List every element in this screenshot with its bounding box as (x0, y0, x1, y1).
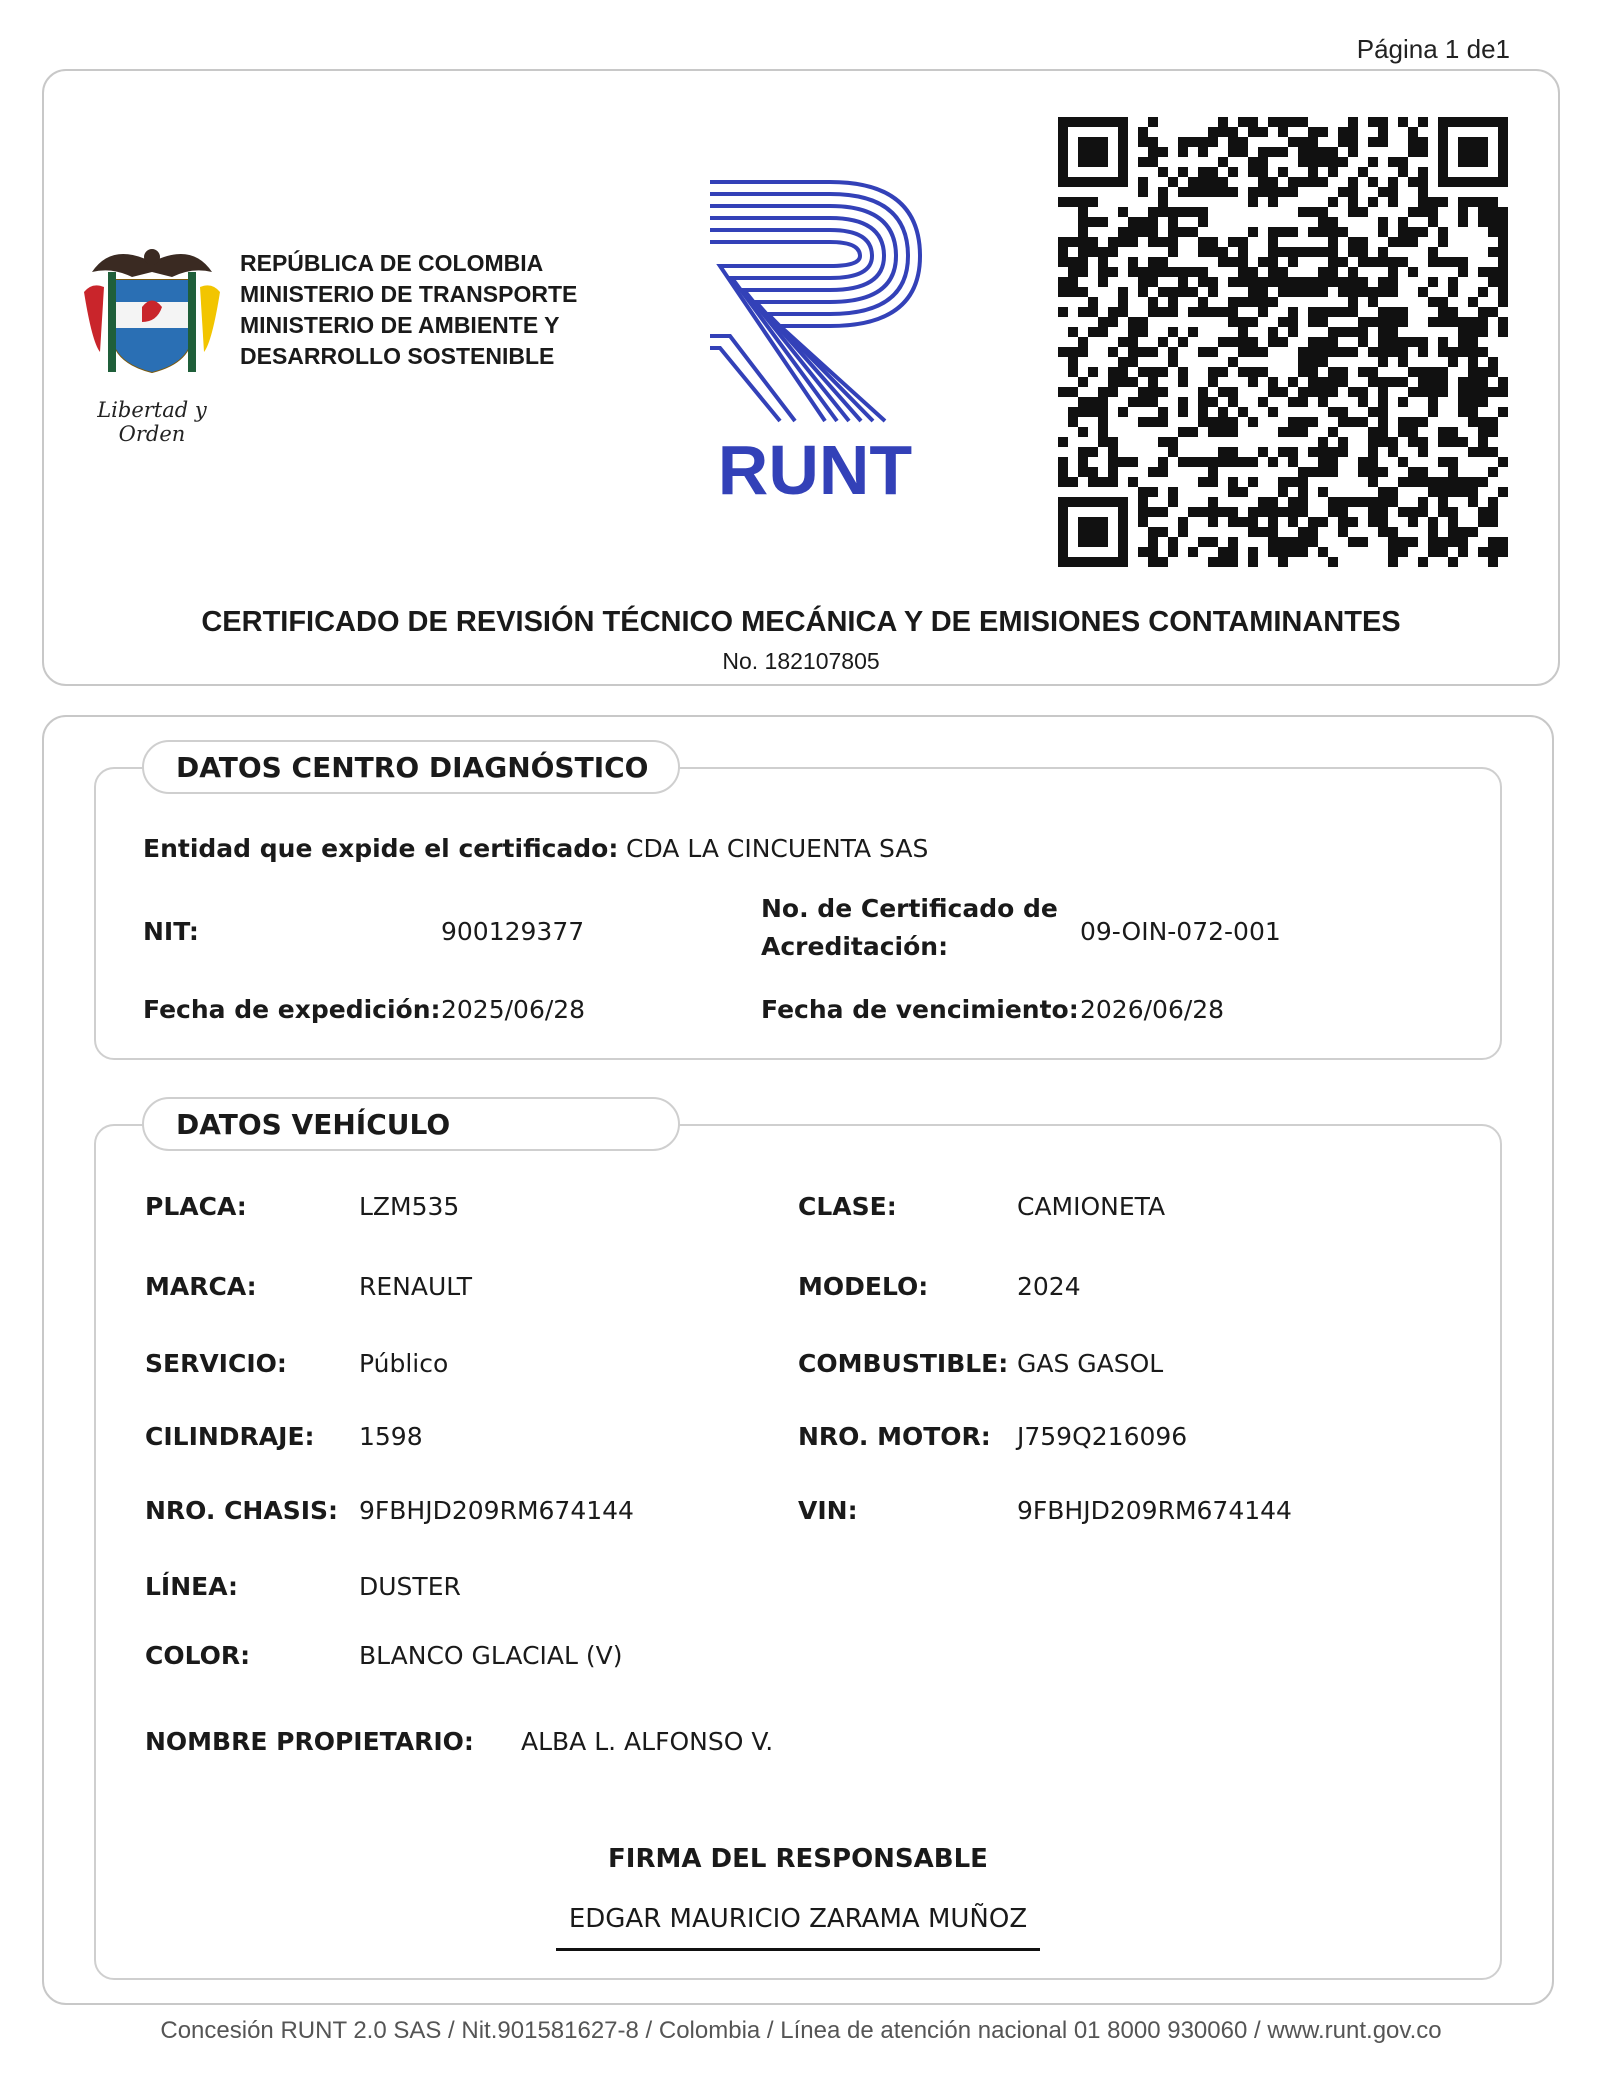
owner-value: ALBA L. ALFONSO V. (521, 1727, 774, 1756)
vehicle-tab (142, 1097, 680, 1151)
expiry-date-value: 2026/06/28 (1080, 995, 1225, 1024)
coat-of-arms-emblem (72, 232, 232, 446)
chasis-label: NRO. CHASIS: (145, 1496, 339, 1525)
ministry-line: REPÚBLICA DE COLOMBIA (240, 250, 544, 276)
entity-value: CDA LA CINCUENTA SAS (626, 834, 929, 863)
ministry-line: DESARROLLO SOSTENIBLE (240, 343, 555, 369)
certificate-title: CERTIFICADO DE REVISIÓN TÉCNICO MECÁNICA Y DE EMISIONES CONTAMINANTES (201, 606, 1401, 638)
issue-date-label: Fecha de expedición: (143, 995, 441, 1024)
placa-value: LZM535 (359, 1192, 460, 1221)
servicio-value: Público (359, 1349, 449, 1378)
ministry-line: MINISTERIO DE AMBIENTE Y (240, 312, 560, 338)
motor-value: J759Q216096 (1017, 1422, 1188, 1451)
modelo-label: MODELO: (798, 1272, 929, 1301)
vin-value: 9FBHJD209RM674144 (1017, 1496, 1292, 1525)
footer-text: Concesión RUNT 2.0 SAS / Nit.901581627-8 / Colombia / Línea de atención nacional 01 8000 930060 / www.runt.gov.co (160, 2017, 1442, 2044)
nit-label: NIT: (143, 917, 199, 946)
qr-code (1058, 117, 1508, 567)
qr-code-icon (1058, 117, 1508, 567)
vin-label: VIN: (798, 1496, 858, 1525)
clase-value: CAMIONETA (1017, 1192, 1166, 1221)
combustible-value: GAS GASOL (1017, 1349, 1164, 1378)
section-title: DATOS VEHÍCULO (176, 1108, 451, 1141)
linea-label: LÍNEA: (145, 1572, 239, 1601)
marca-value: RENAULT (359, 1272, 473, 1301)
color-label: COLOR: (145, 1641, 251, 1670)
motor-label: NRO. MOTOR: (798, 1422, 991, 1451)
runt-logo (670, 176, 960, 506)
modelo-value: 2024 (1017, 1272, 1081, 1301)
cilindraje-value: 1598 (359, 1422, 423, 1451)
cilindraje-label: CILINDRAJE: (145, 1422, 315, 1451)
diagnostic-center-tab (142, 740, 680, 794)
runt-r-icon (670, 176, 960, 506)
accreditation-label-line: Acreditación: (761, 932, 949, 961)
signature-line (556, 1948, 1040, 1951)
accreditation-label-line: No. de Certificado de (761, 894, 1058, 923)
ministry-line: MINISTERIO DE TRANSPORTE (240, 281, 578, 307)
owner-label: NOMBRE PROPIETARIO: (145, 1727, 474, 1756)
accreditation-label (761, 890, 1058, 966)
servicio-label: SERVICIO: (145, 1349, 287, 1378)
expiry-date-label: Fecha de vencimiento: (761, 995, 1079, 1024)
color-value: BLANCO GLACIAL (V) (359, 1641, 623, 1670)
entity-label: Entidad que expide el certificado: (143, 834, 619, 863)
certificate-number: No. 182107805 (722, 648, 880, 674)
placa-label: PLACA: (145, 1192, 247, 1221)
accreditation-value: 09-OIN-072-001 (1080, 917, 1281, 946)
page-number: Página 1 de1 (1356, 34, 1510, 64)
clase-label: CLASE: (798, 1192, 897, 1221)
coat-motto: Libertad y Orden (97, 398, 207, 446)
runt-logo-text: RUNT (717, 431, 913, 506)
nit-value: 900129377 (441, 917, 585, 946)
combustible-label: COMBUSTIBLE: (798, 1349, 1009, 1378)
condor-shield-icon (72, 232, 232, 382)
issuing-ministries (240, 248, 577, 372)
section-title: DATOS CENTRO DIAGNÓSTICO (176, 751, 649, 784)
issue-date-value: 2025/06/28 (441, 995, 586, 1024)
linea-value: DUSTER (359, 1572, 461, 1601)
signature-name: EDGAR MAURICIO ZARAMA MUÑOZ (568, 1904, 1028, 1934)
marca-label: MARCA: (145, 1272, 257, 1301)
signature-title: FIRMA DEL RESPONSABLE (608, 1844, 988, 1874)
chasis-value: 9FBHJD209RM674144 (359, 1496, 634, 1525)
